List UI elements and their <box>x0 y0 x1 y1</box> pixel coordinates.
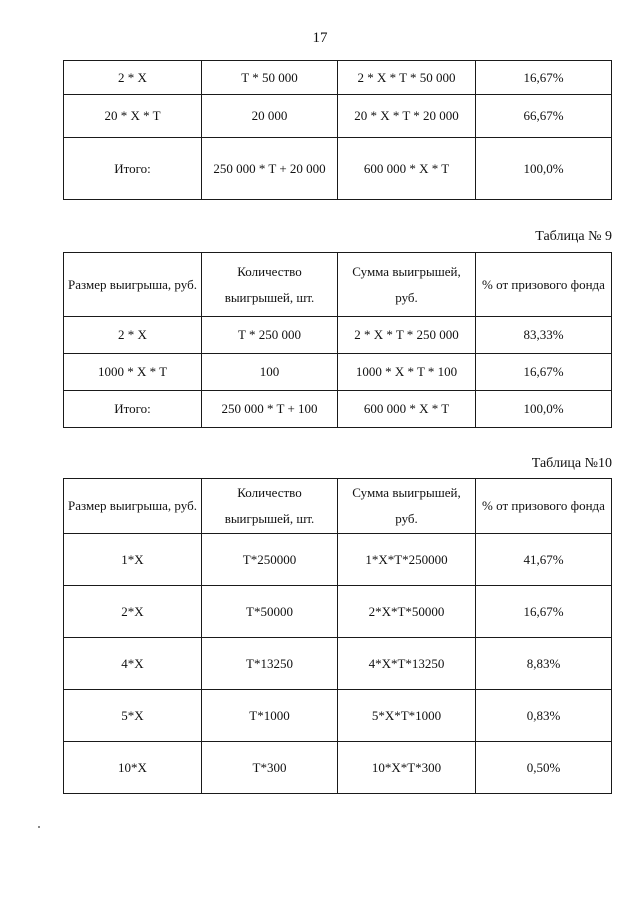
table-row <box>64 95 612 138</box>
prize-count-cell: T * 50 000 <box>202 61 338 95</box>
prize-count-cell: 100 <box>202 354 338 391</box>
prize-size-cell: 5*X <box>64 690 202 742</box>
table-row <box>64 354 612 391</box>
prize-size-cell: 1000 * X * T <box>64 354 202 391</box>
header-prize-size: Размер выигрыша, руб. <box>64 479 202 534</box>
prize-count-cell: 250 000 * T + 20 000 <box>202 138 338 200</box>
prize-sum-cell: 2 * X * T * 250 000 <box>338 317 476 354</box>
table-row <box>64 317 612 354</box>
prize-sum-cell: 1000 * X * T * 100 <box>338 354 476 391</box>
prize-sum-cell: 20 * X * T * 20 000 <box>338 95 476 138</box>
table-row <box>64 742 612 794</box>
prize-size-cell: 20 * X * T <box>64 95 202 138</box>
prize-percent-cell: 0,83% <box>476 690 612 742</box>
prize-sum-cell: 600 000 * X * T <box>338 138 476 200</box>
prize-size-cell: 2 * X <box>64 61 202 95</box>
prize-percent-cell: 83,33% <box>476 317 612 354</box>
prize-percent-cell: 66,67% <box>476 95 612 138</box>
prize-sum-cell: 2*X*T*50000 <box>338 586 476 638</box>
prize-count-cell: 250 000 * T + 100 <box>202 391 338 428</box>
table-header-row <box>64 253 612 317</box>
prize-percent-cell: 16,67% <box>476 586 612 638</box>
table9-caption: Таблица № 9 <box>535 229 612 244</box>
total-label-cell: Итого: <box>64 138 202 200</box>
total-label-cell: Итого: <box>64 391 202 428</box>
table-row <box>64 638 612 690</box>
header-prize-count: Количество выигрышей, шт. <box>202 479 338 534</box>
prize-size-cell: 10*X <box>64 742 202 794</box>
prize-count-cell: T*50000 <box>202 586 338 638</box>
prize-count-cell: 20 000 <box>202 95 338 138</box>
table-total-row <box>64 391 612 428</box>
header-prize-percent: % от призового фонда <box>476 479 612 534</box>
table-row <box>64 534 612 586</box>
table-row <box>64 690 612 742</box>
table10-caption: Таблица №10 <box>531 456 612 471</box>
header-prize-size: Размер выигрыша, руб. <box>64 253 202 317</box>
page-number: 17 <box>312 30 328 46</box>
prize-table-10 <box>63 478 612 794</box>
prize-percent-cell: 100,0% <box>476 391 612 428</box>
prize-size-cell: 2 * X <box>64 317 202 354</box>
prize-percent-cell: 100,0% <box>476 138 612 200</box>
prize-size-cell: 4*X <box>64 638 202 690</box>
prize-count-cell: T*300 <box>202 742 338 794</box>
prize-size-cell: 1*X <box>64 534 202 586</box>
table-header-row <box>64 479 612 534</box>
prize-percent-cell: 16,67% <box>476 354 612 391</box>
prize-sum-cell: 10*X*T*300 <box>338 742 476 794</box>
prize-sum-cell: 1*X*T*250000 <box>338 534 476 586</box>
header-prize-count: Количество выигрышей, шт. <box>202 253 338 317</box>
prize-size-cell: 2*X <box>64 586 202 638</box>
prize-percent-cell: 41,67% <box>476 534 612 586</box>
prize-count-cell: T*13250 <box>202 638 338 690</box>
prize-sum-cell: 5*X*T*1000 <box>338 690 476 742</box>
header-prize-sum: Сумма выигрышей, руб. <box>338 253 476 317</box>
prize-percent-cell: 0,50% <box>476 742 612 794</box>
table-row <box>64 586 612 638</box>
prize-sum-cell: 2 * X * T * 50 000 <box>338 61 476 95</box>
table-row <box>64 61 612 95</box>
header-prize-percent: % от призового фонда <box>476 253 612 317</box>
scan-speck <box>38 826 40 828</box>
table-total-row <box>64 138 612 200</box>
header-prize-sum: Сумма выигрышей, руб. <box>338 479 476 534</box>
prize-count-cell: T*250000 <box>202 534 338 586</box>
prize-sum-cell: 600 000 * X * T <box>338 391 476 428</box>
prize-count-cell: T * 250 000 <box>202 317 338 354</box>
prize-sum-cell: 4*X*T*13250 <box>338 638 476 690</box>
prize-count-cell: T*1000 <box>202 690 338 742</box>
prize-table-9 <box>63 252 612 428</box>
prize-table-continued <box>63 60 612 200</box>
prize-percent-cell: 16,67% <box>476 61 612 95</box>
prize-percent-cell: 8,83% <box>476 638 612 690</box>
